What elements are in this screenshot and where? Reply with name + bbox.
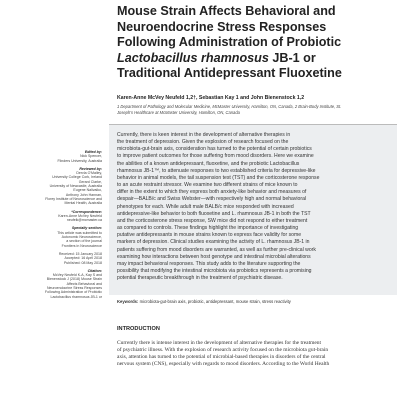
citation-line: Lactobacillus rhamnosus JB-1 or [50, 294, 102, 299]
title-line: Traditional Antidepressant Fluoxetine [117, 66, 342, 81]
abstract-line: markers of depression. Clinical studies examining the activity of L. rhamnosus JB-1 in [117, 239, 310, 246]
abstract-line: and the corticosterone stress response, SW mice did not respond to either treatment [117, 217, 308, 224]
body-line: of psychiatric illness. With the explosion of research activity focused on the microbiota gut-brain [117, 347, 329, 354]
editor-line: Flinders University, Australia [57, 158, 102, 163]
affiliation-line: Joseph's Healthcare at McMaster University, Hamilton, ON, Canada [117, 109, 240, 115]
citation-line: Bienenstock J (2018) Mouse Strain [46, 277, 102, 282]
received-date: Received: 15 January 2018 [58, 251, 102, 256]
affiliation-line: 1 Department of Pathology and Molecular Medicine, McMaster University, Hamilton, ON, Canada, 2 Brain-Body Institute, St. [117, 104, 342, 109]
abstract-line: examining how interactions between host genotype and intestinal microbial alterations [117, 253, 311, 260]
abstract-line: as compared to controls. These findings highlight the importance of investigating [117, 225, 299, 232]
correspondence-label: *Correspondence: [71, 209, 102, 214]
keywords [117, 299, 397, 304]
section-heading-introduction: INTRODUCTION [117, 326, 160, 332]
body-line: Currently there is intense interest in the development of alternative therapies for the treatment [117, 340, 321, 346]
title-line: Neuroendocrine Stress Responses [117, 19, 327, 34]
keywords-list: microbiota-gut-brain axis, probiotic, antidepressant, mouse strain, stress reactivity [139, 299, 291, 304]
specialty-line: This article was submitted to [57, 230, 102, 235]
reviewer-line: Gerard Clarke, [78, 179, 102, 184]
reviewer-line: Eugene Nalivaiko, [73, 188, 102, 193]
specialty-line: a section of the journal [66, 239, 102, 244]
author-list: Karen-Anne McVey Neufeld 1,2†, Sebastian Kay 1 and John Bienenstock 1,2 [117, 95, 305, 101]
citation-label: Citation: [87, 268, 102, 273]
reviewer-line: Florey Institute of Neuroscience and [45, 196, 102, 201]
citation-line: Following Administration of Probiotic [45, 290, 102, 295]
abstract-line: putative antidepressants in mouse strains known to express face validity for some [117, 232, 302, 239]
abstract-text [117, 132, 393, 282]
citation-line: Neuroendocrine Stress Responses [46, 286, 102, 291]
correspondence-email[interactable]: neufelk@mcmaster.ca [66, 218, 102, 223]
affiliations [117, 104, 400, 115]
edited-by-label: Edited by: [84, 150, 102, 154]
reviewer-line: Dervla O'Malley, [76, 171, 102, 176]
keywords-label: Keywords: [117, 299, 139, 304]
specialty-label: Specialty section: [71, 226, 102, 231]
abstract-line: may impact behavioral responses. This study adds to the literature supporting the [117, 260, 301, 267]
title-line: Mouse Strain Affects Behavioral and [117, 4, 336, 18]
specialty-line: Frontiers in Neuroscience [61, 243, 102, 248]
reviewer-line: Mental Health, Australia [64, 201, 102, 206]
reviewed-by-label: Reviewed by: [79, 166, 102, 171]
abstract-line: potential therapeutic breakthrough in the treatment of psychiatric disease. [117, 275, 283, 282]
abstract-line: the abilities of a known antidepressant, fluoxetine, and the probiotic Lactobacillus [117, 160, 300, 167]
title-line: Following Administration of Probiotic [117, 35, 342, 50]
accepted-date: Accepted: 16 April 2018 [64, 256, 102, 261]
abstract-line: microbiota-gut-brain axis, consideration has turned to the potential of certain probiotics [117, 146, 312, 153]
abstract-line: behavior in animal models, the tail suspension test (TST) and the corticosterone response [117, 174, 320, 181]
abstract-line: possibility that modifying the intestinal microbiota via probiotics represents a promising [117, 267, 312, 274]
abstract-line: antidepressive-like behavior to both fluoxetine and L. rhamnosus JB-1 in both the TST [117, 210, 311, 217]
abstract-line: the treatment of depression. Given the explosion of research focused on the [117, 139, 289, 146]
introduction-body [117, 340, 400, 368]
abstract-line: rhamnosus JB-1™, to attenuate responses to two established criteria for depressive-like [117, 167, 316, 174]
abstract-line: differ in the extent to which they express both anxiety-like behavior and measures of [117, 189, 307, 196]
reviewer-line: Anthony John Hannan, [65, 192, 102, 197]
reviewer-line: University College Cork, Ireland [52, 175, 102, 180]
abstract-line: patients suffering from mood disorders are warranted, as well as further pre-clinical work [117, 246, 316, 253]
abstract-box [109, 124, 397, 295]
article-sidebar [40, 150, 102, 299]
abstract-line: despair—BALB/c and Swiss Webster—with respectively high and normal behavioral [117, 196, 307, 203]
published-date: Published: 08 May 2018 [63, 260, 102, 265]
body-line: axis, attention has turned to the potential of microbial-based therapies in disorders of the central [117, 354, 326, 361]
specialty-line: Autonomic Neuroscience, [61, 235, 102, 240]
correspondence-name: Karen-Anne McVey Neufeld [58, 213, 102, 218]
title-species: Lactobacillus rhamnosus [117, 50, 269, 65]
abstract-line: phenotypes for each. While adult male BALB/c mice responded with increased [117, 203, 294, 210]
abstract-line: to improve patient outcomes for those suffering from mood disorders. Here we examine [117, 153, 314, 160]
abstract-line: Currently, there is keen interest in the development of alternative therapies in [117, 132, 291, 138]
article-title [117, 4, 397, 82]
title-line-italic: Lactobacillus rhamnosus JB-1 or [117, 50, 316, 65]
editor-line: Nick Spencer, [80, 154, 102, 159]
body-line: nervous system (CNS), especially with regards to mood disorders. According to the World Health [117, 361, 330, 368]
citation-line: McVey Neufeld K-A, Kay S and [52, 273, 102, 278]
abstract-line: to an acute restraint stressor. We examine two different strains of mice known to [117, 182, 298, 189]
citation-line: Affects Behavioral and [66, 281, 102, 286]
reviewer-line: University of Newcastle, Australia [49, 184, 102, 189]
